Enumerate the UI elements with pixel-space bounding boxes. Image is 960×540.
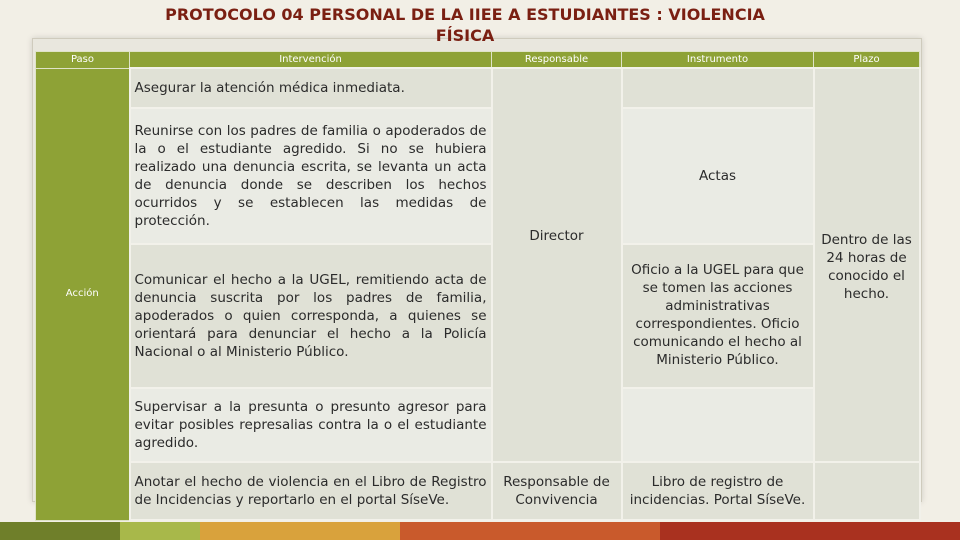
instrument-empty-cell-2: [622, 388, 814, 462]
step-cell: Acción: [36, 68, 130, 520]
col-header-intervencion: Intervención: [130, 52, 492, 69]
col-header-paso: Paso: [36, 52, 130, 69]
decorative-strip: [0, 522, 960, 540]
table-row: [36, 388, 920, 462]
instrument-oficio: Oficio a la UGEL para que se tomen las acciones administrativas correspondientes. Oficio comunicando el hecho al Ministerio Público.: [622, 244, 814, 388]
page-title: PROTOCOLO 04 PERSONAL DE LA IIEE A ESTUDIANTES : VIOLENCIA FÍSICA: [165, 5, 765, 45]
table-row: [36, 68, 920, 108]
strip-segment: [400, 522, 660, 540]
responsable-director-text: Director: [529, 228, 584, 244]
col-header-responsable: Responsable: [492, 52, 622, 69]
strip-segment: [200, 522, 400, 540]
table-header-row: [36, 52, 920, 69]
col-header-plazo: Plazo: [814, 52, 920, 69]
table-row: [36, 244, 920, 388]
intervention-5: Anotar el hecho de violencia en el Libro de Registro de Incidencias y reportarlo en el portal SíseVe.: [130, 462, 492, 520]
table-row: [36, 108, 920, 244]
intervention-2: Reunirse con los padres de familia o apoderados de la o el estudiante agredido. Si no se hubiera realizado una denuncia escrita, se levanta un acta de denuncia donde se describen los hechos ocurridos y se establecen las medidas de protección.: [130, 108, 492, 244]
responsable-convivencia: Responsable de Convivencia: [492, 462, 622, 520]
intervention-4: Supervisar a la presunta o presunto agresor para evitar posibles represalias contra la o el estudiante agredido.: [130, 388, 492, 462]
plazo-cell: [814, 68, 920, 462]
strip-segment: [0, 522, 120, 540]
instrument-libro: Libro de registro de incidencias. Portal SíseVe.: [622, 462, 814, 520]
plazo-empty-cell: [814, 462, 920, 520]
protocol-table: [35, 51, 921, 521]
instrument-actas: Actas: [622, 108, 814, 244]
plazo-text: Dentro de las 24 horas de conocido el hecho.: [821, 232, 912, 302]
table-row: [36, 462, 920, 520]
responsable-director: [492, 68, 622, 462]
intervention-3: Comunicar el hecho a la UGEL, remitiendo acta de denuncia suscrita por los padres de familia, apoderados o quien corresponda, a quienes se orientará para denunciar el hecho a la Policía Nacional o al Ministerio Público.: [130, 244, 492, 388]
intervention-1: Asegurar la atención médica inmediata.: [130, 68, 492, 108]
instrument-empty-cell: [622, 68, 814, 108]
col-header-instrumento: Instrumento: [622, 52, 814, 69]
strip-segment: [660, 522, 960, 540]
strip-segment: [120, 522, 200, 540]
